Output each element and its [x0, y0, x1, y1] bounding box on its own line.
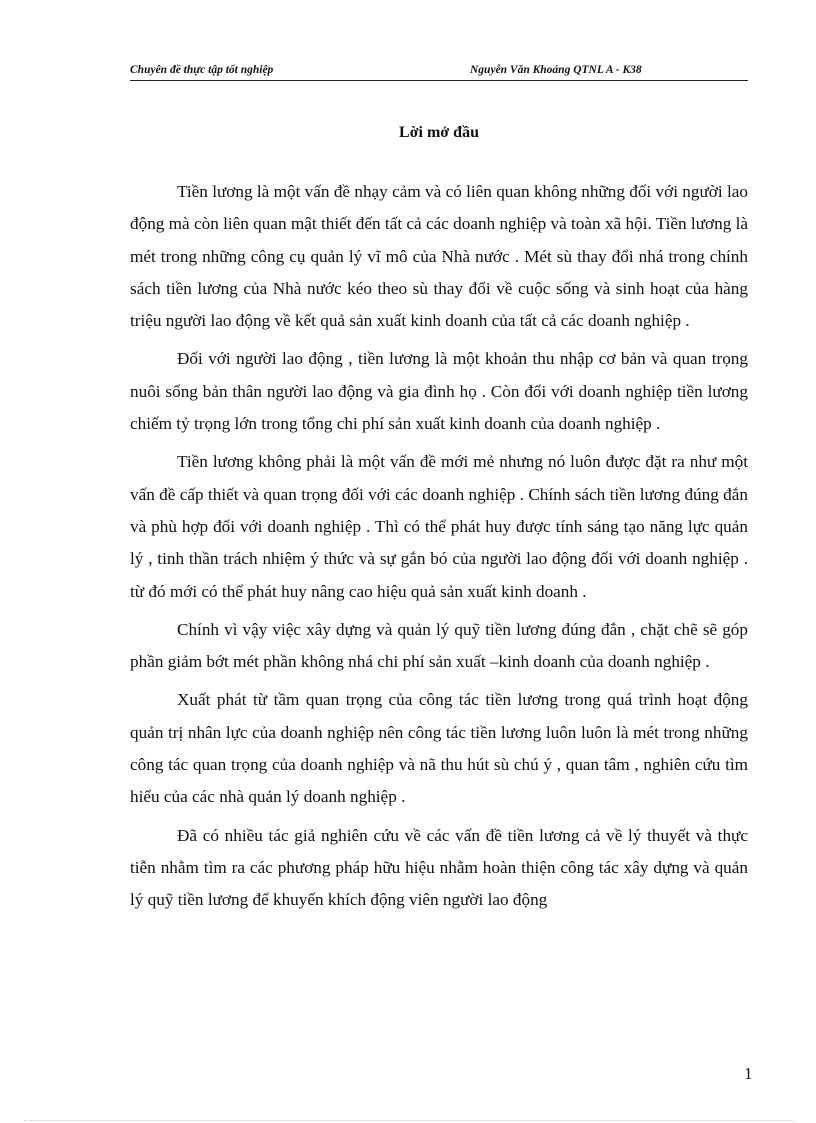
- body-text: [130, 176, 748, 923]
- paragraph: Xuất phát từ tầm quan trọng của công tác tiền lương trong quá trình hoạt động quản trị nhân lực của doanh nghiệp nên công tác tiền lương luôn luôn là mét trong những công tác quan trọng của doanh nghiệp và nã thu hút sù chú ý , quan tâm , nghiên cứu tìm hiểu của các nhà quản lý doanh nghiệp .: [130, 690, 748, 807]
- page-title: Lời mở đầu: [399, 124, 479, 141]
- paragraph: Tiền lương không phải là một vấn đề mới mẻ nhưng nó luôn được đặt ra như một vấn đề cấp thiết và quan trọng đối với các doanh nghiệp . Chính sách tiền lương đúng đắn và phù hợp đối với doanh nghiệp . Thì có thể phát huy được tính sáng tạo năng lực quản lý , tinh thần trách nhiệm ý thức và sự gắn bó của người lao động đối với doanh nghiệp . từ đó mới có thể phát huy nâng cao hiệu quả sản xuất kinh doanh .: [130, 452, 748, 601]
- paragraph: Tiền lương là một vấn đề nhạy cảm và có liên quan không những đối với người lao động mà còn liên quan mật thiết đến tất cả các doanh nghiệp và toàn xã hội. Tiền lương là mét trong những công cụ quản lý vĩ mô của Nhà nước . Mét sù thay đổi nhá trong chính sách tiền lương của Nhà nước kéo theo sù thay đổi về cuộc sống và sinh hoạt của hàng triệu người lao động về kết quả sản xuất kinh doanh của tất cả các doanh nghiệp .: [130, 182, 748, 331]
- paragraph: Đã có nhiều tác giả nghiên cứu về các vấn đề tiền lương cả về lý thuyết và thực tiễn nhằm tìm ra các phương pháp hữu hiệu nhằm hoàn thiện công tác xây dựng và quản lý quỹ tiền lương để khuyến khích động viên người lao động: [130, 825, 748, 910]
- page-header: [130, 64, 748, 81]
- paragraph: Đối với người lao động , tiền lương là một khoản thu nhập cơ bản và quan trọng nuôi sống bản thân người lao động và gia đình họ . Còn đối với doanh nghiệp tiền lương chiếm tỷ trọng lớn trong tổng chi phí sản xuất kinh doanh của doanh nghiệp .: [130, 349, 748, 434]
- header-document-type: Chuyên đề thực tập tốt nghiệp: [130, 64, 274, 76]
- page-number: 1: [744, 1064, 753, 1083]
- paragraph: Chính vì vậy việc xây dựng và quản lý quỹ tiền lương đúng đắn , chặt chẽ sẽ góp phần giảm bớt mét phần không nhá chi phí sản xuất –kinh doanh của doanh nghiệp .: [130, 619, 748, 672]
- page-bottom-divider: [24, 1120, 794, 1121]
- header-author: Nguyễn Văn Khoáng QTNL A - K38: [470, 64, 642, 76]
